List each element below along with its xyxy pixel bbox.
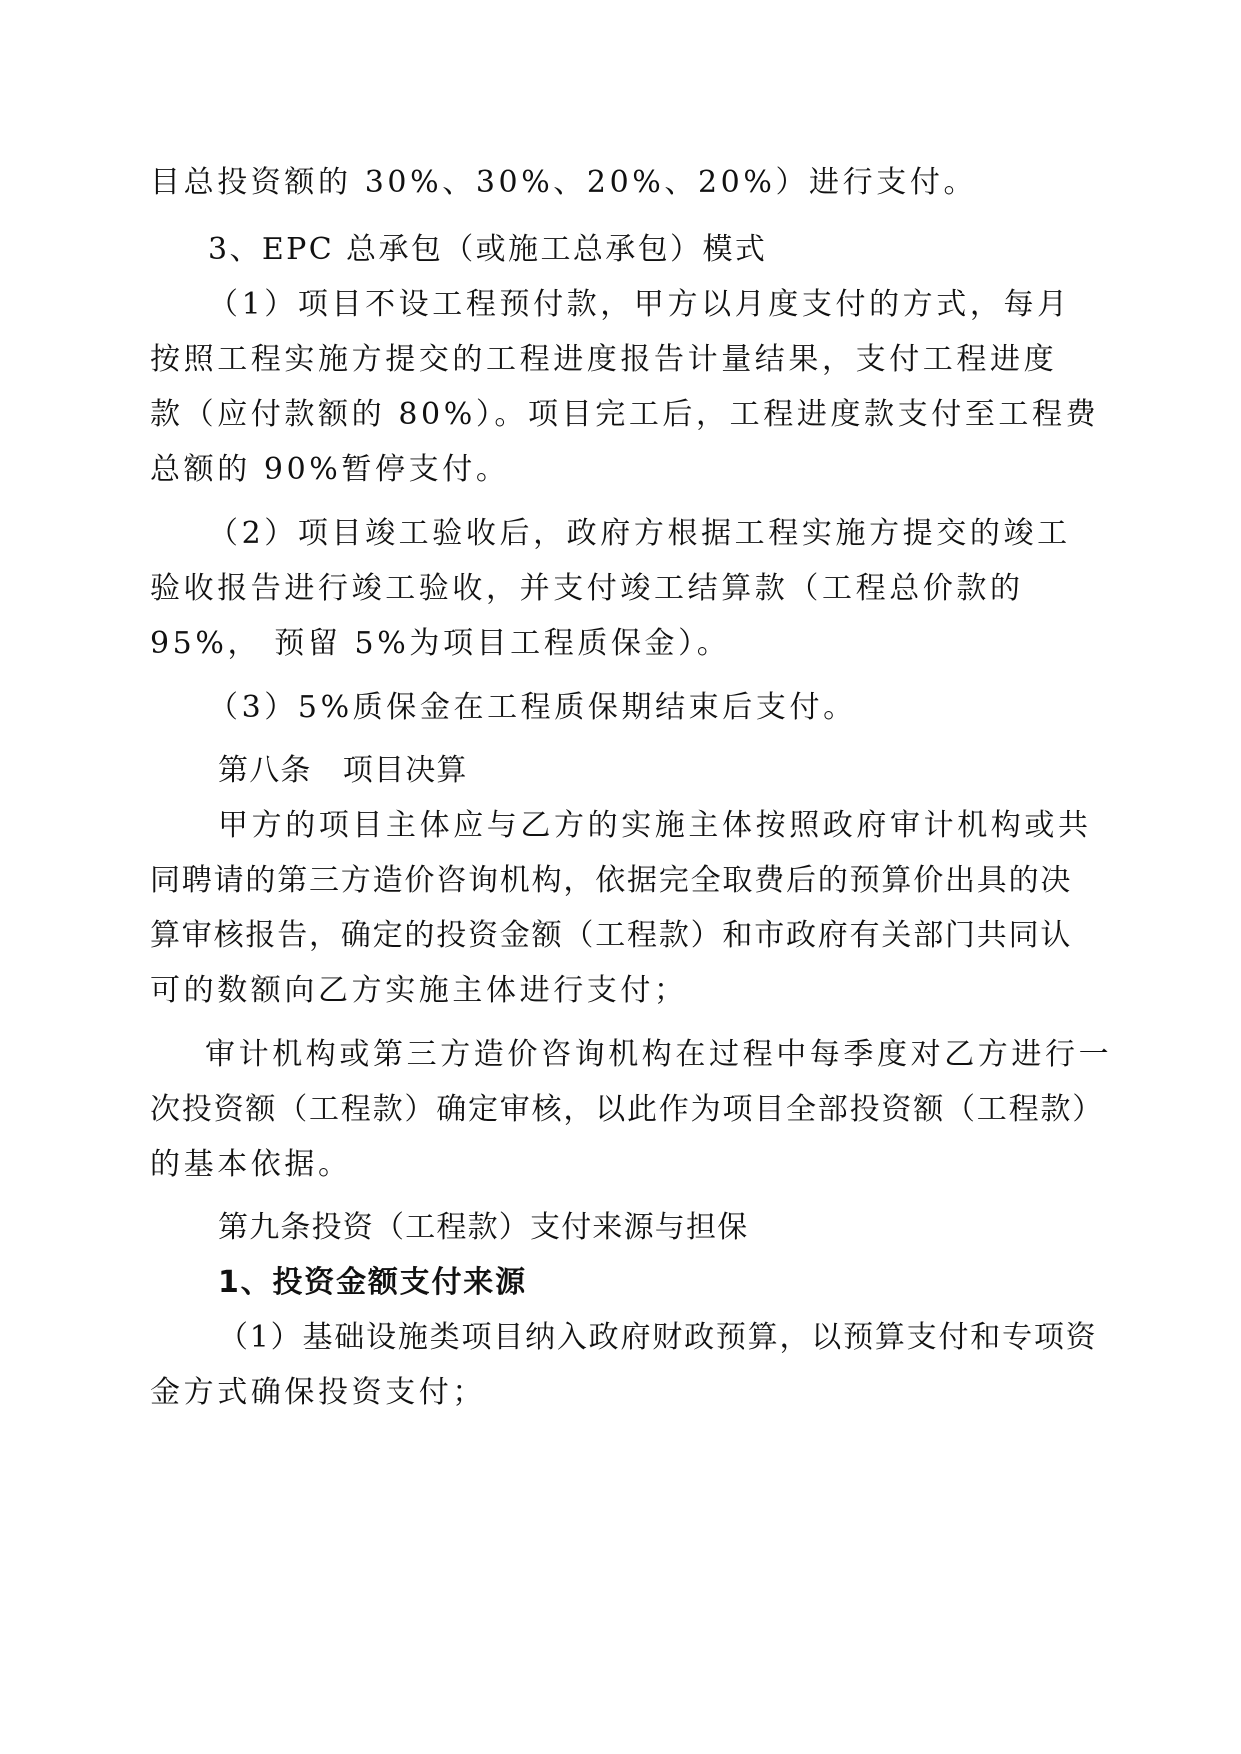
subsection-heading: 1、投资金额支付来源 [218,1265,527,1300]
text-line: 95%， 预留 5%为项目工程质保金）。 [150,626,731,661]
text-line: 3、EPC 总承包（或施工总承包）模式 [208,232,768,267]
text-line: 验收报告进行竣工验收，并支付竣工结算款（工程总价款的 [150,571,1024,606]
text-line: 次投资额（工程款）确定审核，以此作为项目全部投资额（工程款） [150,1092,1104,1127]
text-line: 按照工程实施方提交的工程进度报告计量结果，支付工程进度 [150,342,1058,377]
text-line: 同聘请的第三方造价咨询机构，依据完全取费后的预算价出具的决 [150,863,1073,898]
text-line: 甲方的项目主体应与乙方的实施主体按照政府审计机构或共 [218,808,1092,843]
text-line: （1）基础设施类项目纳入政府财政预算，以预算支付和专项资 [218,1320,1098,1355]
section-heading-article-9: 第九条投资（工程款）支付来源与担保 [218,1210,749,1245]
section-heading-article-8: 第八条 项目决算 [218,753,468,788]
text-line: （3）5%质保金在工程质保期结束后支付。 [208,690,857,725]
text-line: 审计机构或第三方造价咨询机构在过程中每季度对乙方进行一 [205,1037,1113,1072]
text-line: （2）项目竣工验收后，政府方根据工程实施方提交的竣工 [208,516,1071,551]
text-line: 的基本依据。 [150,1147,352,1182]
text-line: 款（应付款额的 80%）。项目完工后，工程进度款支付至工程费 [150,397,1100,432]
text-line: 总额的 90%暂停支付。 [150,452,510,487]
text-line: 目总投资额的 30%、30%、20%、20%）进行支付。 [150,165,978,200]
text-line: （1）项目不设工程预付款，甲方以月度支付的方式，每月 [208,287,1071,322]
text-line: 可的数额向乙方实施主体进行支付； [150,973,688,1008]
text-line: 金方式确保投资支付； [150,1375,486,1410]
text-line: 算审核报告，确定的投资金额（工程款）和市政府有关部门共同认 [150,918,1073,953]
